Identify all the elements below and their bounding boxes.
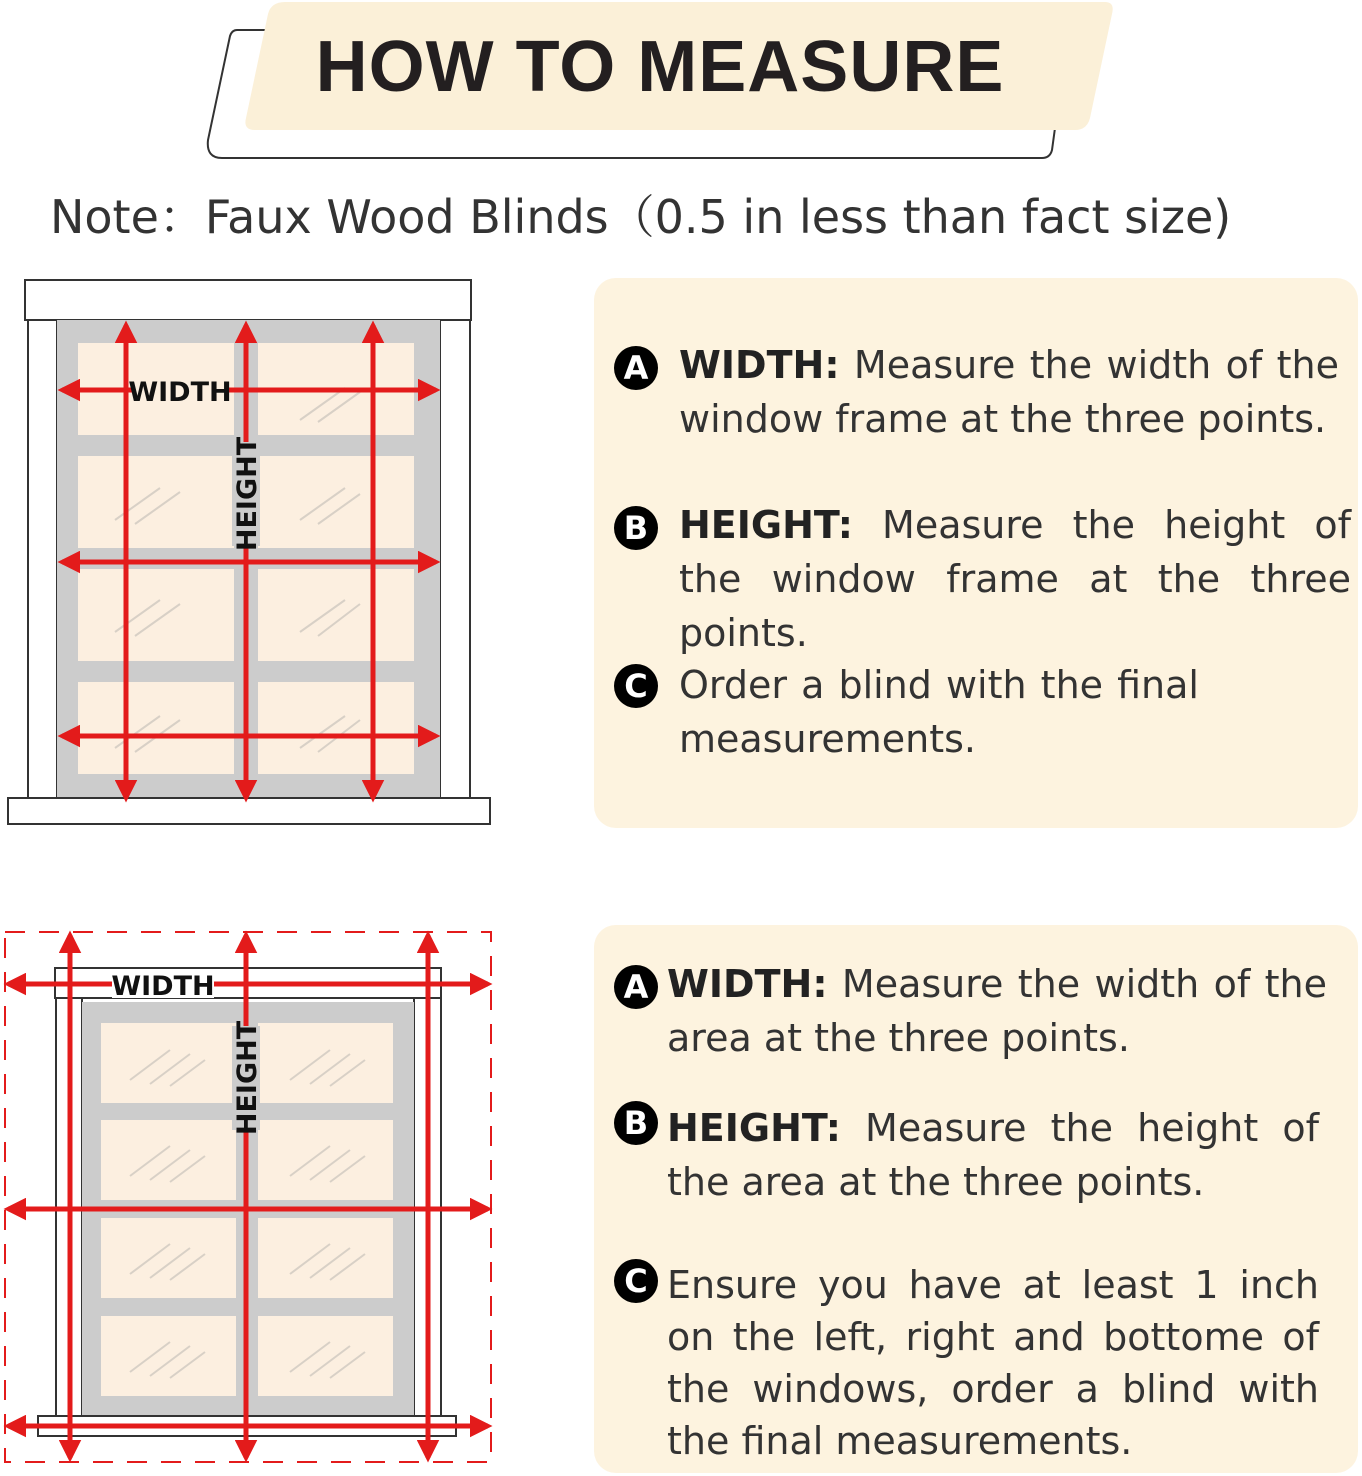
step-c-text: [667, 1259, 1319, 1467]
step-c: [594, 1259, 1358, 1469]
step-a-body: Measure the width of the window frame at the three points.: [679, 343, 1339, 441]
step-a: [594, 941, 1358, 1060]
window-right-jamb: [440, 320, 470, 798]
step-a-text: [667, 957, 1327, 1065]
step-a-text: [679, 338, 1339, 446]
step-b-text: [679, 498, 1351, 660]
badge-b: B: [614, 1101, 658, 1145]
badge-c: C: [614, 1259, 658, 1303]
height-label: HEIGHT: [232, 1020, 263, 1136]
width-label: WIDTH: [128, 377, 232, 408]
badge-c: C: [614, 664, 658, 708]
step-b: [594, 498, 1358, 655]
step-c: [594, 658, 1358, 768]
step-b-body: Measure the height of the window frame at the three points.: [679, 503, 1351, 655]
step-a-label: WIDTH:: [679, 343, 840, 387]
step-b-body: Measure the height of the area at the three points.: [667, 1106, 1319, 1204]
step-b: [594, 1101, 1358, 1211]
step-c-body: Order a blind with the final measurements.: [679, 663, 1199, 761]
step-b-label: HEIGHT:: [667, 1106, 841, 1150]
window-left-jamb: [28, 320, 57, 798]
step-a: [594, 338, 1358, 448]
outside-mount-panel: [594, 925, 1358, 1473]
height-label: HEIGHT: [232, 436, 263, 552]
note-text: Note：Faux Wood Blinds（0.5 in less than fact size): [50, 190, 1232, 244]
badge-a: A: [614, 346, 658, 390]
step-c-text: [679, 658, 1199, 766]
badge-a: A: [614, 965, 658, 1009]
width-label: WIDTH: [111, 971, 215, 1002]
window-sill: [8, 798, 490, 824]
badge-b: B: [614, 506, 658, 550]
page-title: HOW TO MEASURE: [315, 27, 1005, 107]
step-b-label: HEIGHT:: [679, 503, 853, 547]
window-header: [25, 280, 471, 320]
step-a-label: WIDTH:: [667, 962, 828, 1006]
step-b-text: [667, 1101, 1319, 1209]
outside-mount-diagram: [0, 920, 500, 1470]
inside-mount-panel: [594, 278, 1358, 828]
step-c-body: Ensure you have at least 1 inch on the left, right and bottome of the windows, order a blind with the final measurements.: [667, 1263, 1319, 1463]
step-a-body: Measure the width of the area at the three points.: [667, 962, 1327, 1060]
inside-mount-diagram: [0, 270, 500, 840]
